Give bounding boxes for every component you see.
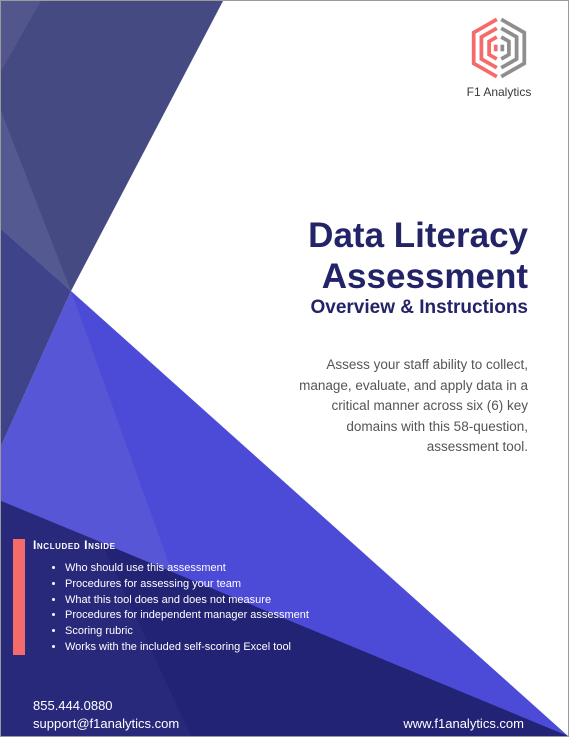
included-heading: Included Inside: [33, 538, 116, 552]
email-address[interactable]: support@f1analytics.com: [33, 716, 180, 731]
list-item: • Procedures for independent manager assessment: [65, 608, 309, 624]
page-title: [308, 215, 528, 297]
website-link[interactable]: www.f1analytics.com: [403, 716, 524, 731]
brand-logo: [459, 15, 539, 99]
description-text: Assess your staff ability to collect, manage, evaluate, and apply data in a critical manner across six (6) key domains with this 58-question, assessment tool.: [299, 357, 528, 454]
list-item: • Procedures for assessing your team: [65, 577, 309, 593]
list-item: • What this tool does and does not measure: [65, 593, 309, 609]
title-line-1: Data Literacy: [308, 216, 528, 255]
phone-number: 855.444.0880: [33, 698, 113, 713]
list-item: • Who should use this assessment: [65, 561, 309, 577]
included-list: [33, 561, 309, 656]
page-subtitle: Overview & Instructions: [310, 297, 528, 318]
brand-name: F1 Analytics: [466, 85, 532, 99]
hexagon-maze-icon: [466, 15, 532, 81]
title-line-2: Assessment: [321, 257, 528, 296]
list-item: • Works with the included self-scoring Excel tool: [65, 640, 309, 656]
accent-bar: [13, 539, 25, 655]
list-item: • Scoring rubric: [65, 624, 309, 640]
